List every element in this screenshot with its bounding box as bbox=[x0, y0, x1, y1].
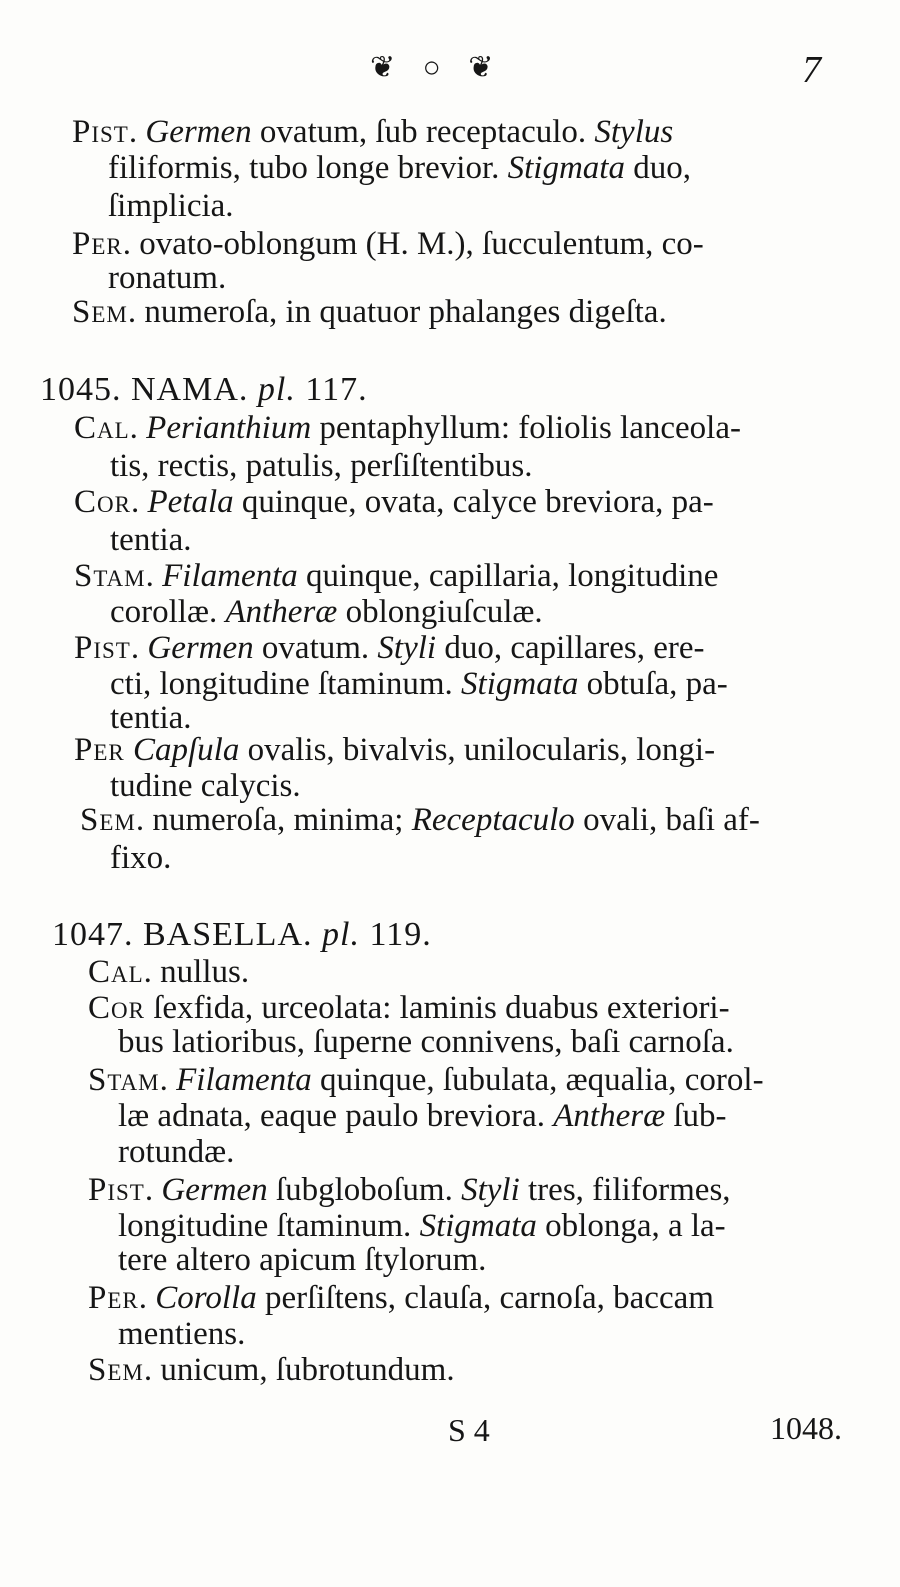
section-label: Cor bbox=[74, 484, 131, 520]
section-label: Cor bbox=[88, 990, 145, 1026]
text-run: quinque, ovata, calyce breviora, pa- bbox=[233, 484, 714, 520]
text-run: mentiens. bbox=[118, 1316, 246, 1352]
text-run: læ adnata, eaque paulo breviora. bbox=[118, 1098, 554, 1134]
text-line bbox=[110, 446, 533, 486]
text-run: tis, rectis, patulis, perſiſtentibus. bbox=[110, 448, 533, 484]
text-run: cti, longitudine ſtaminum. bbox=[110, 666, 462, 702]
italic-term: Germen bbox=[145, 114, 252, 150]
page-number: 7 bbox=[802, 49, 821, 91]
italic-term: Filamenta bbox=[176, 1062, 312, 1098]
text-run: 1045. NAMA. bbox=[40, 371, 258, 408]
text-run: 117. bbox=[295, 371, 368, 408]
text-line bbox=[74, 556, 718, 596]
catchword: 1048. bbox=[770, 1410, 842, 1446]
text-run: tudine calycis. bbox=[110, 768, 301, 804]
section-label: Cal bbox=[88, 954, 144, 990]
text-line bbox=[118, 1132, 234, 1172]
section-label: Stam bbox=[88, 1062, 160, 1098]
text-line bbox=[74, 730, 715, 770]
text-line bbox=[118, 1022, 734, 1062]
text-run: ſubgloboſum. bbox=[267, 1172, 462, 1208]
text-run: pentaphyllum: foliolis lanceola- bbox=[311, 410, 741, 446]
italic-term: Stigmata bbox=[419, 1208, 537, 1244]
text-line bbox=[110, 520, 192, 560]
text-run: filiformis, tubo longe brevior. bbox=[108, 150, 508, 186]
italic-term: Receptaculo bbox=[411, 802, 575, 838]
text-run: ovalis, bivalvis, unilocularis, longi- bbox=[239, 732, 716, 768]
italic-term: pl. bbox=[257, 371, 296, 408]
text-run: perſiſtens, clauſa, carnoſa, baccam bbox=[256, 1280, 714, 1316]
text-run: . numeroſa, in quatuor phalanges digeſta. bbox=[127, 294, 667, 330]
text-line bbox=[118, 1096, 727, 1136]
text-run: duo, bbox=[624, 150, 691, 186]
text-run: . bbox=[129, 410, 147, 446]
text-line bbox=[88, 952, 249, 992]
text-run: . bbox=[145, 558, 163, 594]
signature-mark: S 4 bbox=[448, 1412, 490, 1448]
text-run: ovali, baſi af- bbox=[574, 802, 760, 838]
text-run: . bbox=[144, 1172, 162, 1208]
section-label: Pist bbox=[72, 114, 129, 150]
text-run: . bbox=[130, 484, 148, 520]
section-label: Pist bbox=[74, 630, 131, 666]
text-run: . bbox=[159, 1062, 177, 1098]
text-run bbox=[125, 732, 133, 768]
text-line bbox=[88, 1278, 714, 1318]
italic-term: Perianthium bbox=[146, 410, 312, 446]
italic-term: Capſula bbox=[133, 732, 240, 768]
text-run: . ovato-oblongum (H. M.), ſucculentum, co- bbox=[122, 226, 704, 262]
text-run: tres, filiformes, bbox=[519, 1172, 731, 1208]
italic-term: Germen bbox=[147, 630, 254, 666]
italic-term: Filamenta bbox=[162, 558, 298, 594]
text-run: . unicum, ſubrotundum. bbox=[143, 1352, 455, 1388]
text-line bbox=[72, 112, 673, 152]
italic-term: Styli bbox=[461, 1172, 520, 1208]
text-run: duo, capillares, ere- bbox=[436, 630, 705, 666]
italic-term: Antheræ bbox=[553, 1098, 666, 1134]
text-run: obtuſa, pa- bbox=[578, 666, 728, 702]
section-label: Sem bbox=[72, 294, 128, 330]
text-run: ſub- bbox=[665, 1098, 727, 1134]
genus-heading bbox=[52, 915, 432, 955]
text-run: . bbox=[128, 114, 146, 150]
italic-term: Corolla bbox=[155, 1280, 257, 1316]
text-run: longitudine ſtaminum. bbox=[118, 1208, 420, 1244]
text-line bbox=[74, 482, 714, 522]
text-line bbox=[80, 800, 760, 840]
section-label: Sem bbox=[88, 1352, 144, 1388]
text-run: quinque, ſubulata, æqualia, corol- bbox=[311, 1062, 764, 1098]
section-label: Sem bbox=[80, 802, 136, 838]
text-run: rotundæ. bbox=[118, 1134, 235, 1170]
text-line bbox=[110, 664, 728, 704]
text-line bbox=[110, 592, 543, 632]
text-line bbox=[74, 408, 741, 448]
section-label: Per bbox=[74, 732, 125, 768]
text-run: 119. bbox=[359, 916, 432, 953]
text-line bbox=[110, 838, 171, 878]
section-label: Cal bbox=[74, 410, 130, 446]
text-run: . bbox=[130, 630, 148, 666]
header-ornament: ❦ ○ ❦ bbox=[370, 51, 504, 84]
text-line bbox=[108, 148, 691, 188]
text-line bbox=[72, 292, 667, 332]
text-line bbox=[88, 1350, 455, 1390]
text-run: 1047. BASELLA. bbox=[52, 916, 322, 953]
text-run: tentia. bbox=[110, 522, 192, 558]
text-run: ovatum, ſub receptaculo. bbox=[251, 114, 595, 150]
text-line bbox=[74, 628, 705, 668]
text-line bbox=[108, 186, 234, 226]
italic-term: Stigmata bbox=[507, 150, 625, 186]
italic-term: Styli bbox=[377, 630, 437, 666]
text-line bbox=[88, 1060, 764, 1100]
text-line bbox=[118, 1314, 245, 1354]
text-run: oblongiuſculæ. bbox=[337, 594, 543, 630]
text-run: fixo. bbox=[110, 840, 172, 876]
text-line bbox=[88, 1170, 731, 1210]
italic-term: Antheræ bbox=[225, 594, 338, 630]
section-label: Per bbox=[88, 1280, 139, 1316]
text-run: . bbox=[138, 1280, 156, 1316]
section-label: Pist bbox=[88, 1172, 145, 1208]
text-run: oblonga, a la- bbox=[536, 1208, 726, 1244]
genus-heading bbox=[40, 370, 368, 410]
section-label: Per bbox=[72, 226, 123, 262]
text-run: tentia. bbox=[110, 700, 192, 736]
italic-term: Petala bbox=[147, 484, 234, 520]
text-line bbox=[118, 1240, 486, 1280]
text-run: ſexfida, urceolata: laminis duabus exteriori- bbox=[144, 990, 730, 1026]
italic-term: Stylus bbox=[594, 114, 674, 150]
section-label: Stam bbox=[74, 558, 146, 594]
text-run: quinque, capillaria, longitudine bbox=[297, 558, 719, 594]
text-run: corollæ. bbox=[110, 594, 226, 630]
text-run: . nullus. bbox=[143, 954, 250, 990]
italic-term: Stigmata bbox=[461, 666, 579, 702]
text-run: bus latioribus, ſuperne connivens, baſi carnoſa. bbox=[118, 1024, 734, 1060]
italic-term: pl. bbox=[322, 916, 360, 953]
italic-term: Germen bbox=[161, 1172, 268, 1208]
text-run: tere altero apicum ſtylorum. bbox=[118, 1242, 487, 1278]
text-run: . numeroſa, minima; bbox=[135, 802, 412, 838]
text-run: ſimplicia. bbox=[108, 188, 234, 224]
text-run: ovatum. bbox=[253, 630, 378, 666]
text-run: ronatum. bbox=[108, 260, 227, 296]
